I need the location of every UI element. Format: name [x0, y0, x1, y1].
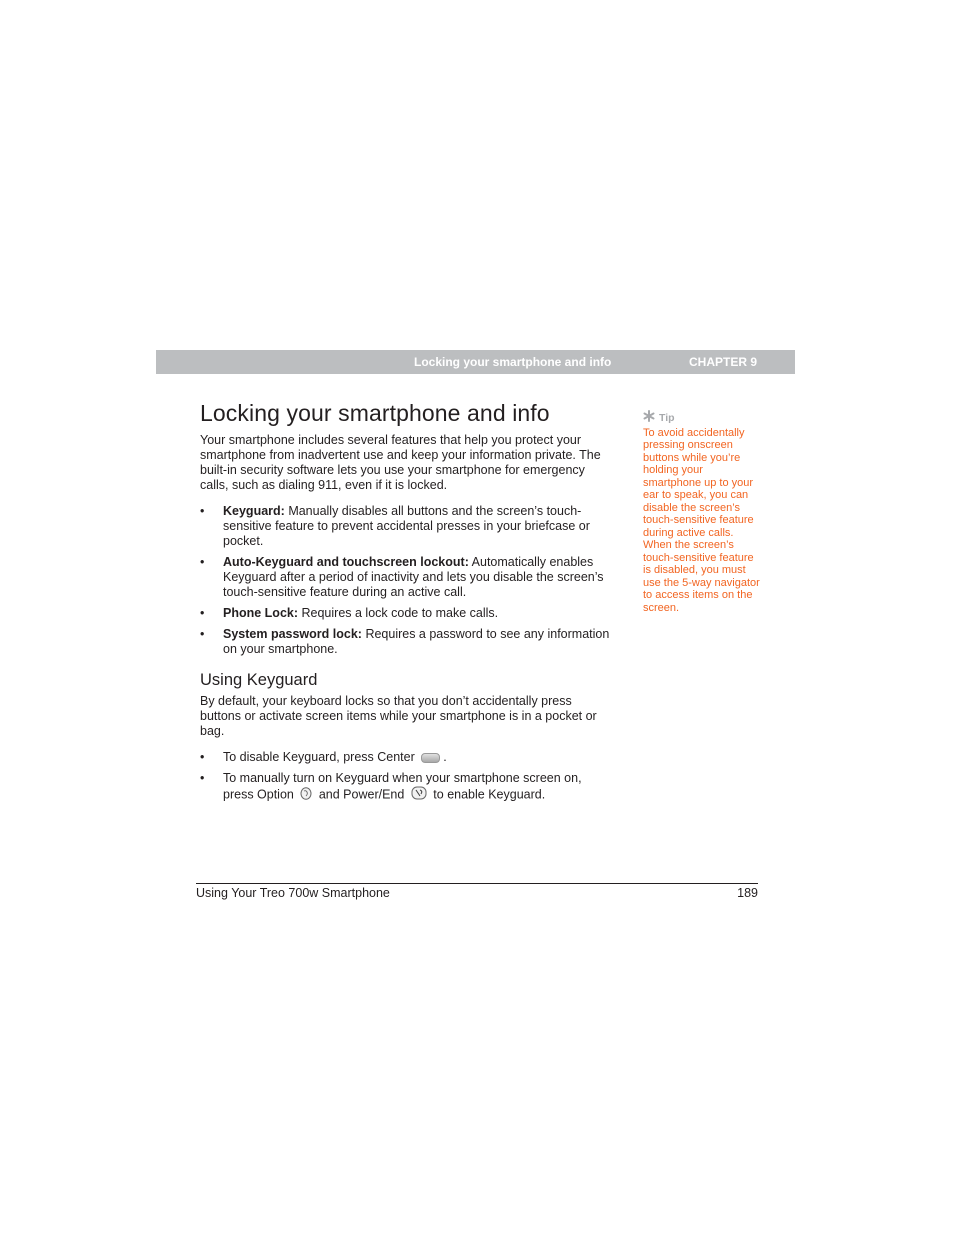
feature-item-system-password	[200, 627, 614, 657]
feature-term: Phone Lock:	[223, 606, 299, 620]
page-title: Locking your smartphone and info	[200, 400, 550, 426]
feature-list	[200, 504, 614, 657]
bullet: •	[200, 504, 205, 518]
bullet: •	[200, 627, 205, 641]
feature-text: Manually disables all buttons and the screen’s touch-sensitive feature to prevent accidental presses in your briefcase or pocket.	[223, 504, 590, 548]
step-text: and Power/End	[318, 787, 405, 802]
step-text: To manually turn on Keyguard when your smartphone screen on, press Option	[223, 771, 582, 802]
feature-item-keyguard	[200, 504, 614, 549]
step-text: To disable Keyguard, press Center	[223, 750, 415, 764]
center-button-icon	[421, 753, 440, 763]
feature-term: Keyguard:	[223, 504, 285, 518]
bullet: •	[200, 555, 205, 569]
tip-text: To avoid accidentally pressing onscreen buttons while you’re holding your smartphone up to your ear to speak, you can disable the screen’s touch-sensitive feature during active calls. When the screen’s touch-sensitive feature is disabled, you must use the 5-way navigator to access items on the screen.	[643, 426, 760, 614]
feature-text: Requires a password to see any information on your smartphone.	[223, 627, 610, 656]
header-section-title: Locking your smartphone and info	[414, 355, 612, 369]
step-text: to enable Keyguard.	[433, 787, 546, 802]
bullet: •	[200, 606, 205, 620]
footer-book-title: Using Your Treo 700w Smartphone	[196, 886, 390, 900]
steps-list	[200, 750, 614, 804]
asterisk-icon	[643, 410, 655, 426]
intro-paragraph: Your smartphone includes several features that help you protect your smartphone from inadvertent use and keep your information private. The built-in security software lets you use your smartphone for emergency calls, such as dialing 911, even if it is locked.	[200, 433, 601, 492]
feature-term: Auto-Keyguard and touchscreen lockout:	[223, 555, 469, 569]
step-disable-keyguard	[200, 750, 614, 765]
feature-item-auto-keyguard	[200, 555, 614, 600]
footer-divider	[196, 883, 758, 884]
step-enable-keyguard	[200, 771, 614, 804]
feature-text: Automatically enables Keyguard after a period of inactivity and lets you disable the screen’s touch-sensitive feature during an active call.	[223, 555, 604, 599]
main-content	[200, 400, 614, 810]
section-intro: By default, your keyboard locks so that you don’t accidentally press buttons or activate screen items while your smartphone is in a pocket or bag.	[200, 694, 597, 738]
bullet: •	[200, 750, 205, 764]
feature-term: System password lock:	[223, 627, 362, 641]
feature-text: Requires a lock code to make calls.	[301, 606, 499, 620]
bullet: •	[200, 771, 205, 785]
section-heading: Using Keyguard	[200, 671, 318, 689]
power-end-key-icon	[411, 786, 427, 804]
tip-label: Tip	[659, 411, 675, 424]
tip-header	[643, 410, 761, 426]
page-number: 189	[737, 886, 758, 900]
feature-item-phone-lock	[200, 606, 614, 621]
tip-sidebar	[643, 410, 761, 614]
step-text-end: .	[443, 750, 447, 764]
option-key-icon	[300, 787, 312, 804]
header-chapter-label: CHAPTER 9	[689, 355, 758, 369]
